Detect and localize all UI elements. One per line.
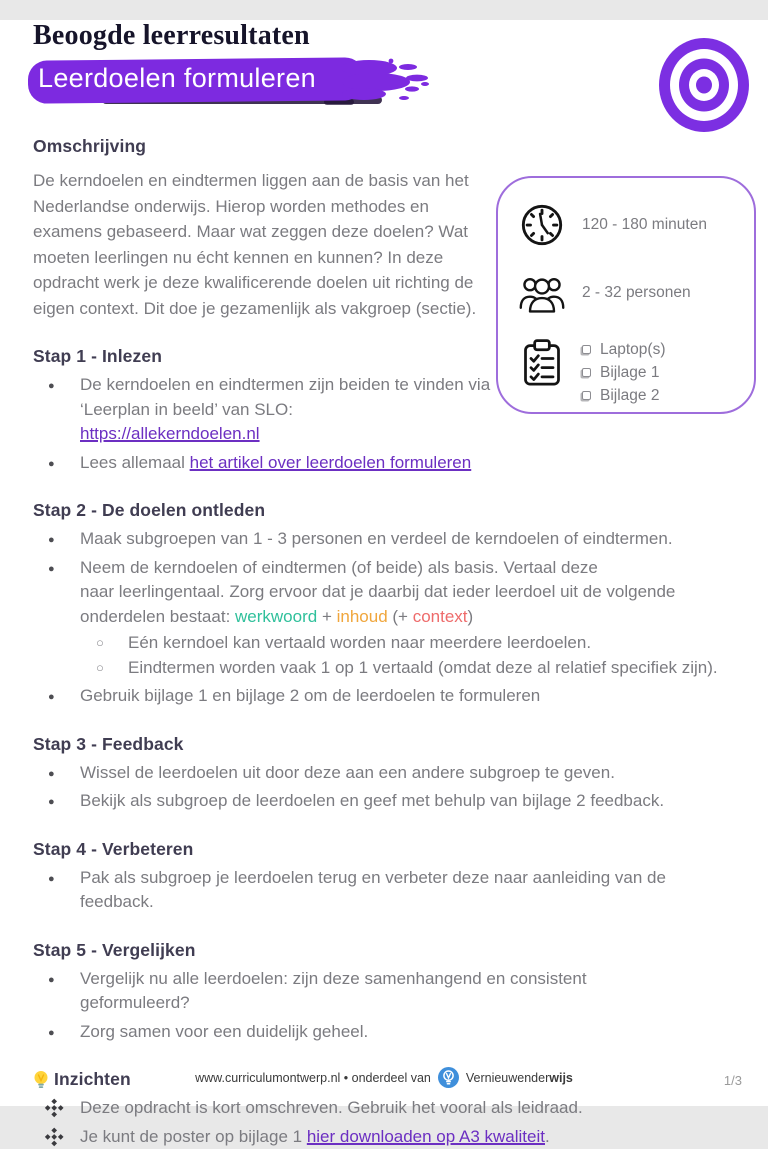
- bullet-text: ): [468, 607, 474, 626]
- bullet-text: +: [317, 607, 336, 626]
- section-heading-label: Inzichten: [54, 1069, 131, 1090]
- material-label: Bijlage 1: [600, 361, 659, 384]
- bullet-text: Vergelijk nu alle leerdoelen: zijn deze samenhangend en consistent geformuleerd?: [80, 969, 587, 1013]
- diamond-bullet-icon: [51, 1134, 57, 1140]
- banner: [24, 56, 434, 108]
- bullet-text: Eindtermen worden vaak 1 op 1 vertaald (omdat deze al relatief specifiek zijn).: [128, 658, 718, 677]
- diamond-bullet-icon: [51, 1105, 57, 1111]
- description-paragraph: De kerndoelen en eindtermen liggen aan de basis van het Nederlandse onderwijs. Hierop worden methodes en examens gebaseerd. Maar wat zeggen deze doelen? Wat moeten leerlingen nu écht kennen en kunnen? In deze opdracht werk je deze kwalificerende doelen uit richting de eigen context. Dit doe je gezamenlijk als vakgroep (sectie).: [33, 168, 495, 321]
- list-item: [33, 866, 673, 915]
- people-icon: [518, 272, 566, 314]
- section-heading: Stap 3 - Feedback: [33, 734, 738, 755]
- bullet-text: Je kunt de poster op bijlage 1: [80, 1127, 307, 1146]
- section-heading: Stap 4 - Verbeteren: [33, 839, 738, 860]
- list-item: [33, 527, 738, 552]
- checkbox-icon: [582, 391, 591, 400]
- participants-label: 2 - 32 personen: [582, 284, 691, 302]
- list-item: [33, 556, 738, 681]
- bullet-text: Eén kerndoel kan vertaald worden naar meerdere leerdoelen.: [128, 633, 591, 652]
- download-a3-link[interactable]: hier downloaden op A3 kwaliteit: [307, 1127, 545, 1146]
- artikel-link[interactable]: het artikel over leerdoelen formuleren: [190, 453, 472, 472]
- bullet-text: (+: [388, 607, 413, 626]
- list-item: [33, 1020, 633, 1045]
- bullet-text: .: [545, 1127, 550, 1146]
- list-item: [80, 656, 738, 681]
- clock-icon: [518, 202, 566, 248]
- bullet-text: Pak als subgroep je leerdoelen terug en verbeter deze naar aanleiding van de feedback.: [80, 868, 666, 912]
- banner-title: Leerdoelen formuleren: [38, 63, 316, 94]
- section-stap2: [33, 500, 738, 709]
- bullet-text: Bekijk als subgroep de leerdoelen en geef met behulp van bijlage 2 feedback.: [80, 791, 664, 810]
- participants-row: [518, 272, 740, 314]
- list-item: [33, 373, 495, 447]
- list-item: [33, 1096, 738, 1121]
- footer: [0, 1067, 768, 1088]
- bullet-text: Zorg samen voor een duidelijk geheel.: [80, 1022, 368, 1041]
- allekerndoelen-link[interactable]: https://allekerndoelen.nl: [80, 422, 260, 447]
- material-label: Bijlage 2: [600, 384, 659, 407]
- info-box: [496, 176, 756, 414]
- keyword-inhoud: inhoud: [337, 607, 388, 626]
- list-item: [33, 451, 495, 476]
- section-heading: Stap 1 - Inlezen: [33, 346, 738, 367]
- bullet-text: Deze opdracht is kort omschreven. Gebruik het vooral als leidraad.: [80, 1098, 583, 1117]
- bullet-text: naar leerlingentaal. Zorg ervoor dat je daarbij dat ieder leerdoel uit de volgende onderdelen bestaat:: [80, 582, 675, 626]
- list-item: [33, 761, 738, 786]
- list-item: [33, 1125, 738, 1149]
- list-item: [33, 684, 738, 709]
- bullet-text: Gebruik bijlage 1 en bijlage 2 om de leerdoelen te formuleren: [80, 686, 540, 705]
- brand-logo-icon: [438, 1067, 459, 1088]
- section-stap3: [33, 734, 738, 814]
- duration-label: 120 - 180 minuten: [582, 216, 707, 234]
- material-label: Laptop(s): [600, 338, 665, 361]
- worksheet-page: [0, 20, 768, 1106]
- footer-text: www.curriculumontwerp.nl • onderdeel van: [195, 1071, 431, 1085]
- bullet-text: Neem de kerndoelen of eindtermen (of beide) als basis. Vertaal deze: [80, 558, 598, 577]
- bullet-text: De kerndoelen en eindtermen zijn beiden te vinden via ‘Leerplan in beeld’ van SLO:: [80, 375, 490, 419]
- checkbox-icon: [582, 368, 591, 377]
- bullet-text: Lees allemaal: [80, 453, 190, 472]
- list-item: [33, 789, 738, 814]
- keyword-werkwoord: werkwoord: [235, 607, 317, 626]
- list-item: [582, 361, 665, 384]
- checklist-icon: [518, 338, 566, 390]
- duration-row: [518, 202, 740, 248]
- page-number: 1/3: [724, 1073, 742, 1088]
- list-item: [33, 967, 633, 1016]
- brand-name: Vernieuwenderwijs: [466, 1071, 573, 1085]
- section-stap4: [33, 839, 738, 915]
- materials-list: [582, 338, 665, 407]
- list-item: [582, 338, 665, 361]
- keyword-context: context: [413, 607, 468, 626]
- section-heading: Omschrijving: [33, 136, 738, 157]
- section-stap5: [33, 940, 738, 1045]
- target-logo-icon: [656, 35, 752, 135]
- list-item: [80, 631, 738, 656]
- bullet-text: Maak subgroepen van 1 - 3 personen en verdeel de kerndoelen of eindtermen.: [80, 529, 673, 548]
- bullet-text: Wissel de leerdoelen uit door deze aan een andere subgroep te geven.: [80, 763, 615, 782]
- section-heading: Stap 2 - De doelen ontleden: [33, 500, 738, 521]
- section-heading: Stap 5 - Vergelijken: [33, 940, 738, 961]
- page-title: Beoogde leerresultaten: [33, 20, 768, 52]
- checkbox-icon: [582, 345, 591, 354]
- materials-row: [518, 338, 740, 407]
- list-item: [582, 384, 665, 407]
